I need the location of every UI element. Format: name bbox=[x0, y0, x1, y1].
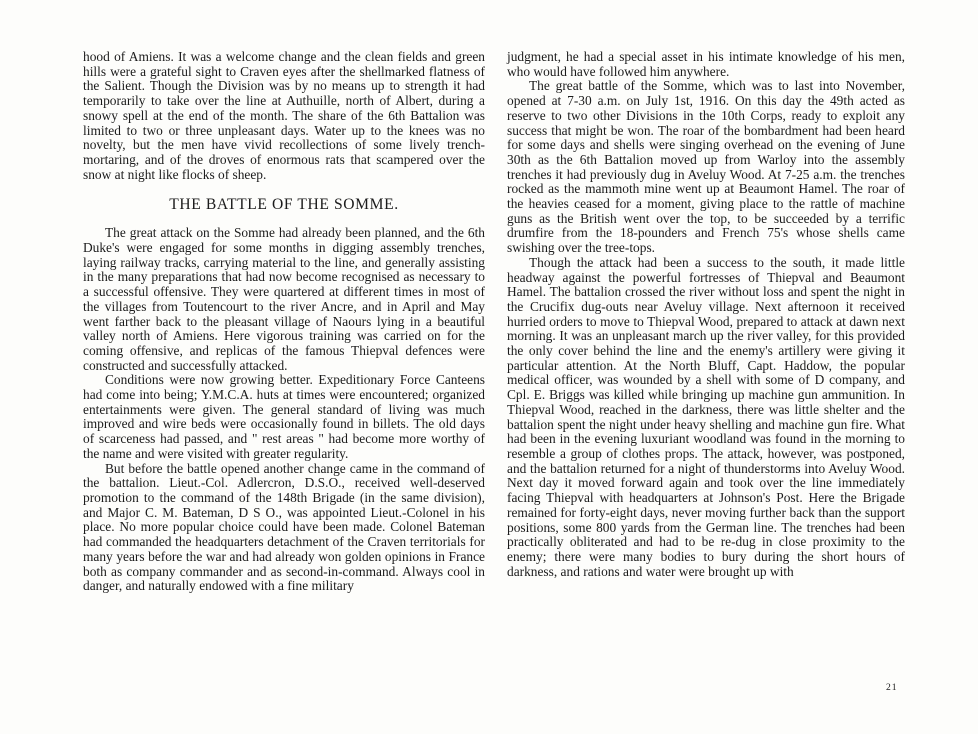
paragraph: But before the battle opened another change came in the command of the battalion. Lieut.-Col. Adlercron, D.S.O., received well-deserved promotion to the command of the 148th Brigade (in the same division), and Major C. M. Bateman, D S O., was appointed Lieut.-Colonel in his place. No more popular choice could have been made. Colonel Bateman had commanded the headquarters detachment of the Craven territorials for many years before the war and had already won golden opinions in France both as company commander and as second-in-command. Always cool in danger, and naturally endowed with a fine military bbox=[83, 460, 485, 594]
paragraph: The great attack on the Somme had already been planned, and the 6th Duke's were engaged for some months in digging assembly trenches, laying railway tracks, carrying material to the line, and generally assisting in the many preparations that had now become recognised as necessary to a successful offensive. They were quartered at different times in most of the villages from Toutencourt to the river Ancre, and in April and May went farther back to the pleasant village of Naours lying in a beautiful valley north of Amiens. Here vigorous training was carried on for the coming offensive, and replicas of the famous Thiepval defences were constructed and successfully attacked. bbox=[83, 225, 485, 373]
page-number: 21 bbox=[886, 682, 898, 693]
paragraph: judgment, he had a special asset in his intimate knowledge of his men, who would have followed him anywhere. bbox=[507, 49, 905, 79]
right-column bbox=[507, 50, 905, 579]
paragraph: Though the attack had been a success to the south, it made little headway against the powerful fortresses of Thiepval and Beaumont Hamel. The battalion crossed the river without loss and spent the night in the Crucifix dug-outs near Aveluy village. Next afternoon it received hurried orders to move to Thiepval Wood, prepared to attack at dawn next morning. It was an unpleasant march up the river valley, for this provided the only cover behind the line and the enemy's artillery were giving it particular attention. At the North Bluff, Capt. Haddow, the popular medical officer, was wounded by a shell with some of D company, and Cpl. E. Briggs was killed while bringing up machine gun ammunition. In Thiepval Wood, reached in the darkness, there was little shelter and the battalion spent the night under heavy shelling and machine gun fire. What had been in the evening luxuriant woodland was found in the morning to resemble a group of clothes props. The attack, however, was postponed, and the battalion returned for a night of thunderstorms into Aveluy Wood. Next day it moved forward again and took over the line immediately facing Thiepval with headquarters at Johnson's Post. Here the Brigade remained for forty-eight days, never moving further back than the support positions, some 800 yards from the German line. The trenches had been practically obliterated and had to be re-dug in close proximity to the enemy; there were many bodies to bury during the short hours of darkness, and rations and water were brought up with bbox=[507, 254, 905, 579]
paragraph: The great battle of the Somme, which was to last into November, opened at 7-30 a.m. on July 1st, 1916. On this day the 49th acted as reserve to two other Divisions in the 10th Corps, ready to exploit any success that might be won. The roar of the bombardment had been heard for some days and shells were singing overhead on the evening of June 30th as the 6th Battalion moved up from Warloy into the assembly trenches it had previously dug in Aveluy Wood. At 7-25 a.m. the trenches rocked as the mammoth mine went up at Beaumont Hamel. The roar of the heavies ceased for a moment, giving place to the rattle of machine guns as the British went over the top, to be succeeded by a terrific drumfire from the 18-pounders and French 75's whose shells came swishing over the tree-tops. bbox=[507, 78, 905, 256]
left-column bbox=[83, 50, 485, 594]
paragraph: Conditions were now growing better. Expeditionary Force Canteens had come into being; Y.M.C.A. huts at times were encountered; organized entertainments were given. The general standard of living was much improved and wire beds were occasionally found in billets. The old days of scarceness had passed, and " rest areas " had become more worthy of the name and were visited with greater regularity. bbox=[83, 372, 485, 461]
paragraph: hood of Amiens. It was a welcome change and the clean fields and green hills were a grateful sight to Craven eyes after the shellmarked flatness of the Salient. Though the Division was by no means up to strength it had temporarily to take over the line at Authuille, north of Albert, during a snowy spell at the end of the month. The share of the 6th Battalion was limited to two or three unpleasant days. Water up to the knees was no novelty, but the men have vivid recollections of some lively trench-mortaring, and of the droves of enormous rats that scampered over the snow at night like flocks of sheep. bbox=[83, 49, 485, 182]
section-heading: THE BATTLE OF THE SOMME. bbox=[169, 196, 399, 214]
